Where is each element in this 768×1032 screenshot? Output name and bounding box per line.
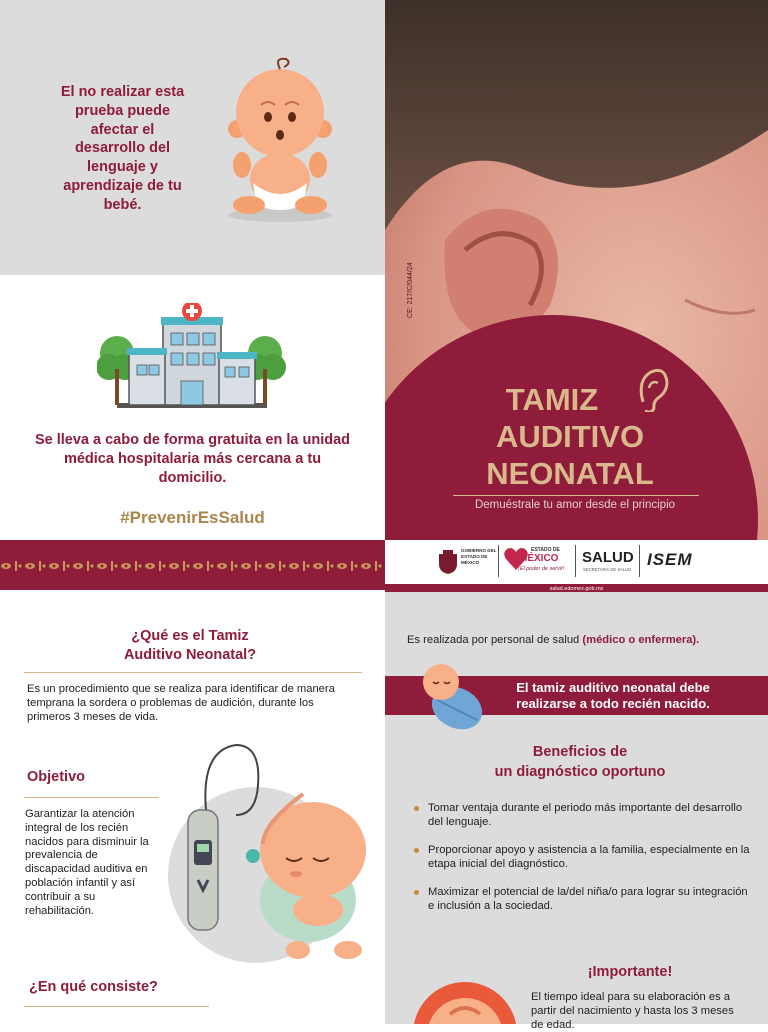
benefit-text: Maximizar el potencial de la/del niña/o para lograr su integración e inclusión a la sociedad. bbox=[428, 886, 748, 912]
warning-text: El no realizar esta prueba puede afectar el desarrollo del lenguaje y aprendizaje de tu bebé. bbox=[60, 84, 185, 213]
salud-label: SALUD bbox=[582, 549, 634, 566]
decorative-band bbox=[0, 540, 385, 590]
cover-title-line3: NEONATAL bbox=[486, 456, 654, 491]
benefits-list bbox=[413, 802, 753, 928]
bullet-icon bbox=[414, 890, 419, 895]
benefits-title-line2: un diagnóstico oportuno bbox=[494, 764, 666, 780]
estado-slogan: ¡El poder de servir! bbox=[518, 566, 565, 572]
inside-left-panel bbox=[0, 592, 385, 1024]
benefit-text: Proporcionar apoyo y asistencia a la familia, especialmente en la etapa inicial del diagnóstico. bbox=[428, 844, 750, 870]
benefits-title bbox=[445, 742, 715, 782]
benefits-title-line1: Beneficios de bbox=[532, 744, 628, 760]
hospital-icon bbox=[97, 303, 287, 413]
staff-text bbox=[407, 634, 757, 648]
question-body: Es un procedimiento que se realiza para identificar de manera temprana la sordera o problemas de audición, durante los primeros 3 meses de vida. bbox=[27, 683, 335, 723]
swaddled-baby-icon bbox=[417, 660, 487, 735]
cover-title-line2: AUDITIVO bbox=[495, 419, 645, 454]
question-title bbox=[55, 627, 325, 665]
web-address[interactable]: salud.edomex.gob.mx bbox=[549, 586, 604, 592]
logos-strip bbox=[385, 540, 768, 595]
logo-divider bbox=[639, 545, 640, 577]
list-item bbox=[413, 802, 753, 844]
divider bbox=[24, 1006, 209, 1007]
important-title: ¡Importante! bbox=[587, 964, 673, 980]
ear-icon bbox=[635, 368, 669, 412]
cover-title-line1: TAMIZ bbox=[505, 382, 599, 417]
list-item bbox=[413, 886, 753, 928]
banner-text bbox=[465, 680, 761, 712]
question-title-line2: Auditivo Neonatal? bbox=[123, 647, 257, 663]
hashtag: #PrevenirEsSalud bbox=[120, 508, 265, 527]
isem-logo: ISEM bbox=[647, 550, 693, 569]
important-body: El tiempo ideal para su elaboración es a partir del nacimiento y hasta los 3 meses de edad. bbox=[531, 991, 734, 1031]
free-service-panel bbox=[0, 275, 385, 540]
staff-label: Es realizada por personal de salud bbox=[407, 634, 580, 646]
inside-right-panel bbox=[385, 592, 768, 1031]
divider bbox=[24, 672, 362, 673]
estado-name: MÉXICO bbox=[519, 553, 559, 564]
side-code: CE: 217/C/044/24 bbox=[407, 262, 414, 318]
salud-sub: SECRETARÍA DE SALUD bbox=[583, 567, 632, 572]
baby-sitting-icon bbox=[225, 55, 340, 225]
bullet-icon bbox=[414, 806, 419, 811]
cover-panel bbox=[385, 0, 768, 540]
free-service-text: Se lleva a cabo de forma gratuita en la unidad médica hospitalaria más cercana a tu domicilio. bbox=[34, 432, 351, 486]
benefit-text: Tomar ventaja durante el periodo más importante del desarrollo del lenguaje. bbox=[428, 802, 743, 828]
list-item bbox=[413, 844, 753, 886]
consists-title: ¿En qué consiste? bbox=[29, 979, 158, 995]
staff-highlight: (médico o enfermera). bbox=[582, 634, 700, 646]
banner-line2: realizarse a todo recién nacido. bbox=[516, 696, 710, 711]
ornament-pattern bbox=[0, 559, 385, 573]
divider bbox=[24, 797, 159, 798]
objective-body: Garantizar la atención integral de los recién nacidos para disminuir la prevalencia de discapacidad auditiva en población infantil y así contribuir a su rehabilitación. bbox=[25, 808, 149, 917]
banner-line1: El tamiz auditivo neonatal debe bbox=[516, 680, 710, 695]
ear-closeup-icon bbox=[410, 964, 520, 1024]
baby-hearing-test-icon bbox=[158, 740, 368, 970]
bullet-icon bbox=[414, 848, 419, 853]
estado-label: ESTADO DE bbox=[531, 547, 560, 553]
cover-tagline: Demuéstrale tu amor desde el principio bbox=[474, 499, 676, 511]
question-title-line1: ¿Qué es el Tamiz bbox=[131, 628, 249, 644]
logo-divider bbox=[575, 545, 576, 577]
gobierno-label: GOBIERNO DEL ESTADO DE MÉXICO bbox=[461, 548, 497, 565]
logo-divider bbox=[498, 545, 499, 577]
cover-divider bbox=[453, 495, 699, 496]
state-seal-icon bbox=[437, 548, 459, 574]
warning-panel bbox=[0, 0, 385, 275]
objective-title: Objetivo bbox=[27, 769, 86, 785]
